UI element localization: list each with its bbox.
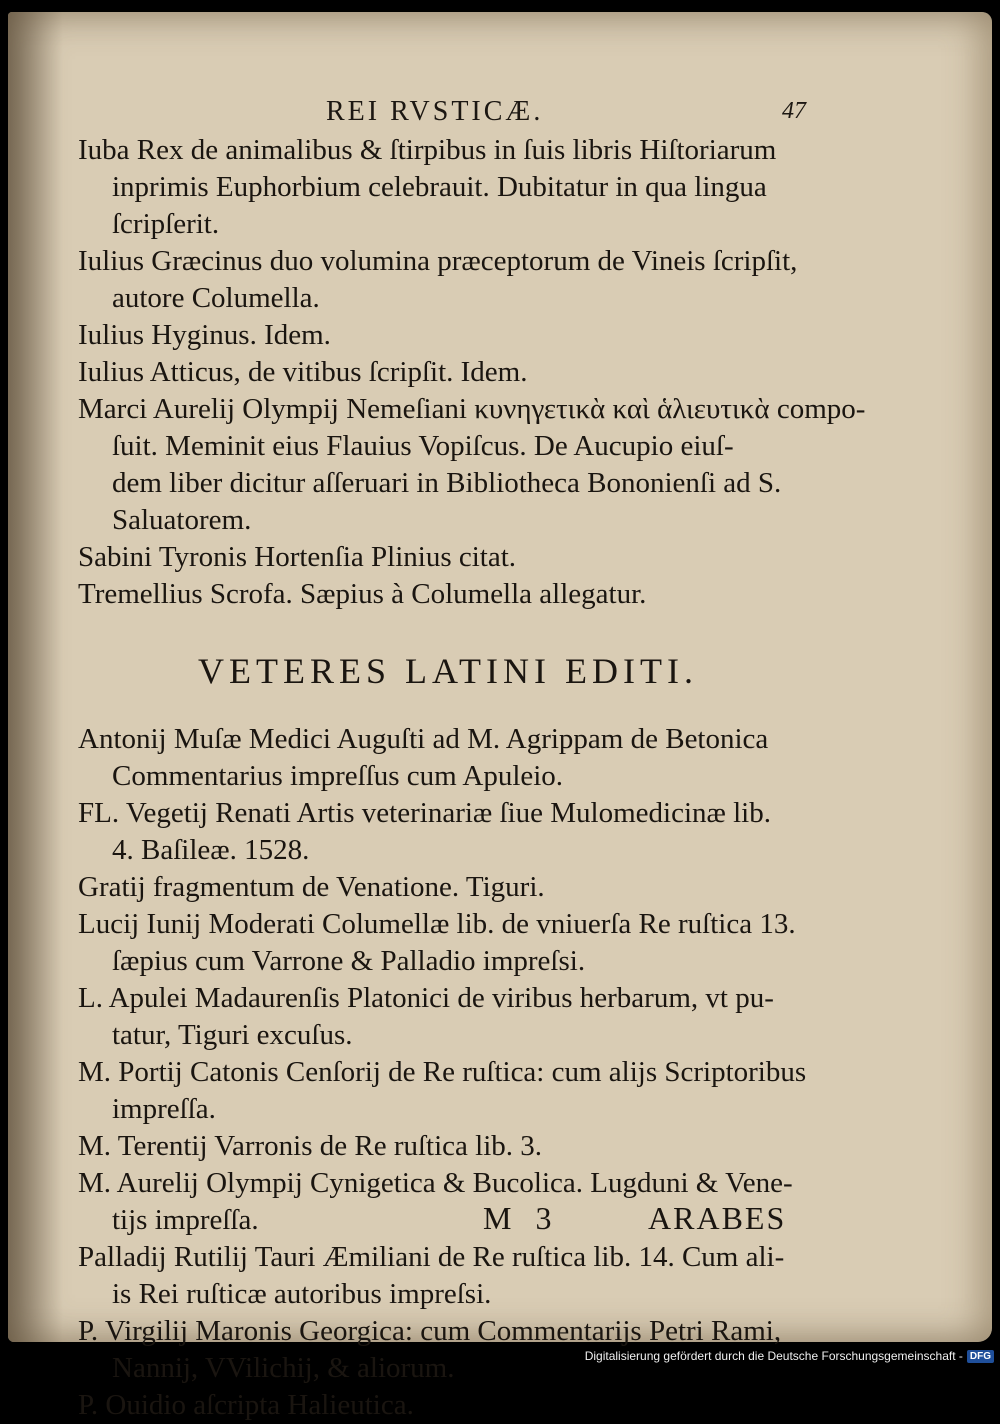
- entry-continuation-line: ſcripſerit.: [112, 208, 220, 240]
- entry-first-line: Tremellius Scrofa. Sæpius à Columella allegatur.: [78, 578, 647, 610]
- entry-continuation-line: inprimis Euphorbium celebrauit. Dubitatur in qua lingua: [112, 171, 767, 203]
- entry-continuation-line: tijs impreſſa.: [112, 1204, 259, 1236]
- signature-mark: M 3: [483, 1200, 560, 1236]
- bibliography-entry: [78, 539, 818, 576]
- bibliography-entry: [78, 1387, 818, 1424]
- entries-part-1: [78, 132, 866, 613]
- entry-first-line: P. Virgilij Maronis Georgica: cum Commentarijs Petri Rami,: [78, 1315, 782, 1347]
- running-head: REI RVSTICÆ.: [326, 96, 544, 127]
- entry-first-line: Palladij Rutilij Tauri Æmiliani de Re ruſtica lib. 14. Cum ali-: [78, 1241, 785, 1273]
- bibliography-entry: [78, 906, 818, 980]
- bibliography-entry: [78, 354, 818, 391]
- bibliography-entry: [78, 576, 818, 613]
- bibliography-entry: [78, 317, 818, 354]
- entry-first-line: Iuba Rex de animalibus & ſtirpibus in ſuis libris Hiſtoriarum: [78, 134, 777, 166]
- entry-first-line: Lucij Iunij Moderati Columellæ lib. de vniuerſa Re ruſtica 13.: [78, 908, 796, 940]
- bibliography-entry: [78, 721, 818, 795]
- bibliography-entry: [78, 1054, 818, 1128]
- page-header: [8, 90, 992, 130]
- entry-first-line: Sabini Tyronis Hortenſia Plinius citat.: [78, 541, 517, 573]
- bibliography-entry: [78, 132, 818, 243]
- entry-first-line: Iulius Atticus, de vitibus ſcripſit. Idem.: [78, 356, 528, 388]
- entries-part-2: [78, 721, 818, 1424]
- section-heading: VETERES LATINI EDITI.: [198, 651, 698, 691]
- entry-continuation-line: dem liber dicitur aſſeruari in Bibliotheca Bononienſi ad S.: [112, 467, 782, 499]
- entry-continuation-line: is Rei ruſticæ autoribus impreſsi.: [112, 1278, 492, 1310]
- entry-first-line: P. Ouidio aſcripta Halieutica.: [78, 1389, 414, 1421]
- bibliography-entry: [78, 1239, 818, 1313]
- credit-text: Digitalisierung gefördert durch die Deutsche Forschungsgemeinschaft -: [584, 1349, 963, 1363]
- entry-continuation-line: Saluatorem.: [112, 504, 252, 536]
- entry-first-line: Iulius Hyginus. Idem.: [78, 319, 331, 351]
- bibliography-entry: [78, 1128, 818, 1165]
- entry-first-line: M. Portij Catonis Cenſorij de Re ruſtica: cum alijs Scriptoribus: [78, 1056, 807, 1088]
- entry-first-line: Iulius Græcinus duo volumina præceptorum de Vineis ſcripſit,: [78, 245, 798, 277]
- entry-first-line: Antonij Muſæ Medici Auguſti ad M. Agrippam de Betonica: [78, 723, 769, 755]
- entry-first-line: Marci Aurelij Olympij Nemeſiani κυνηγετικὰ καὶ ἁλιευτικὰ compo-: [78, 393, 866, 425]
- entry-continuation-line: impreſſa.: [112, 1093, 216, 1125]
- bibliography-entry: [78, 980, 818, 1054]
- entry-continuation-line: Commentarius impreſſus cum Apuleio.: [112, 760, 564, 792]
- entry-first-line: M. Terentij Varronis de Re ruſtica lib. 3.: [78, 1130, 543, 1162]
- entry-continuation-line: Nannij, VVilichij, & aliorum.: [112, 1352, 455, 1384]
- entry-first-line: Gratij fragmentum de Venatione. Tiguri.: [78, 871, 545, 903]
- entry-continuation-line: autore Columella.: [112, 282, 320, 314]
- entry-continuation-line: 4. Baſileæ. 1528.: [112, 834, 310, 866]
- catchword: ARABES: [648, 1200, 787, 1236]
- bibliography-entry: [78, 869, 818, 906]
- page-number: 47: [782, 98, 806, 124]
- page-footer: [8, 1194, 992, 1244]
- entry-continuation-line: ſuit. Meminit eius Flauius Vopiſcus. De Aucupio eiuſ-: [112, 430, 734, 462]
- entry-first-line: FL. Vegetij Renati Artis veterinariæ ſiue Mulomedicinæ lib.: [78, 797, 771, 829]
- entry-first-line: M. Aurelij Olympij Cynigetica & Bucolica. Lugduni & Vene-: [78, 1167, 793, 1199]
- entry-continuation-line: tatur, Tiguri excuſus.: [112, 1019, 353, 1051]
- bibliography-entry: [78, 795, 818, 869]
- entry-first-line: L. Apulei Madaurenſis Platonici de viribus herbarum, vt pu-: [78, 982, 774, 1014]
- bibliography-entry: [78, 243, 818, 317]
- bibliography-entry: [78, 391, 866, 539]
- digitization-credit: [585, 1349, 994, 1363]
- dfg-logo: DFG: [967, 1350, 994, 1363]
- entry-continuation-line: ſæpius cum Varrone & Palladio impreſsi.: [112, 945, 586, 977]
